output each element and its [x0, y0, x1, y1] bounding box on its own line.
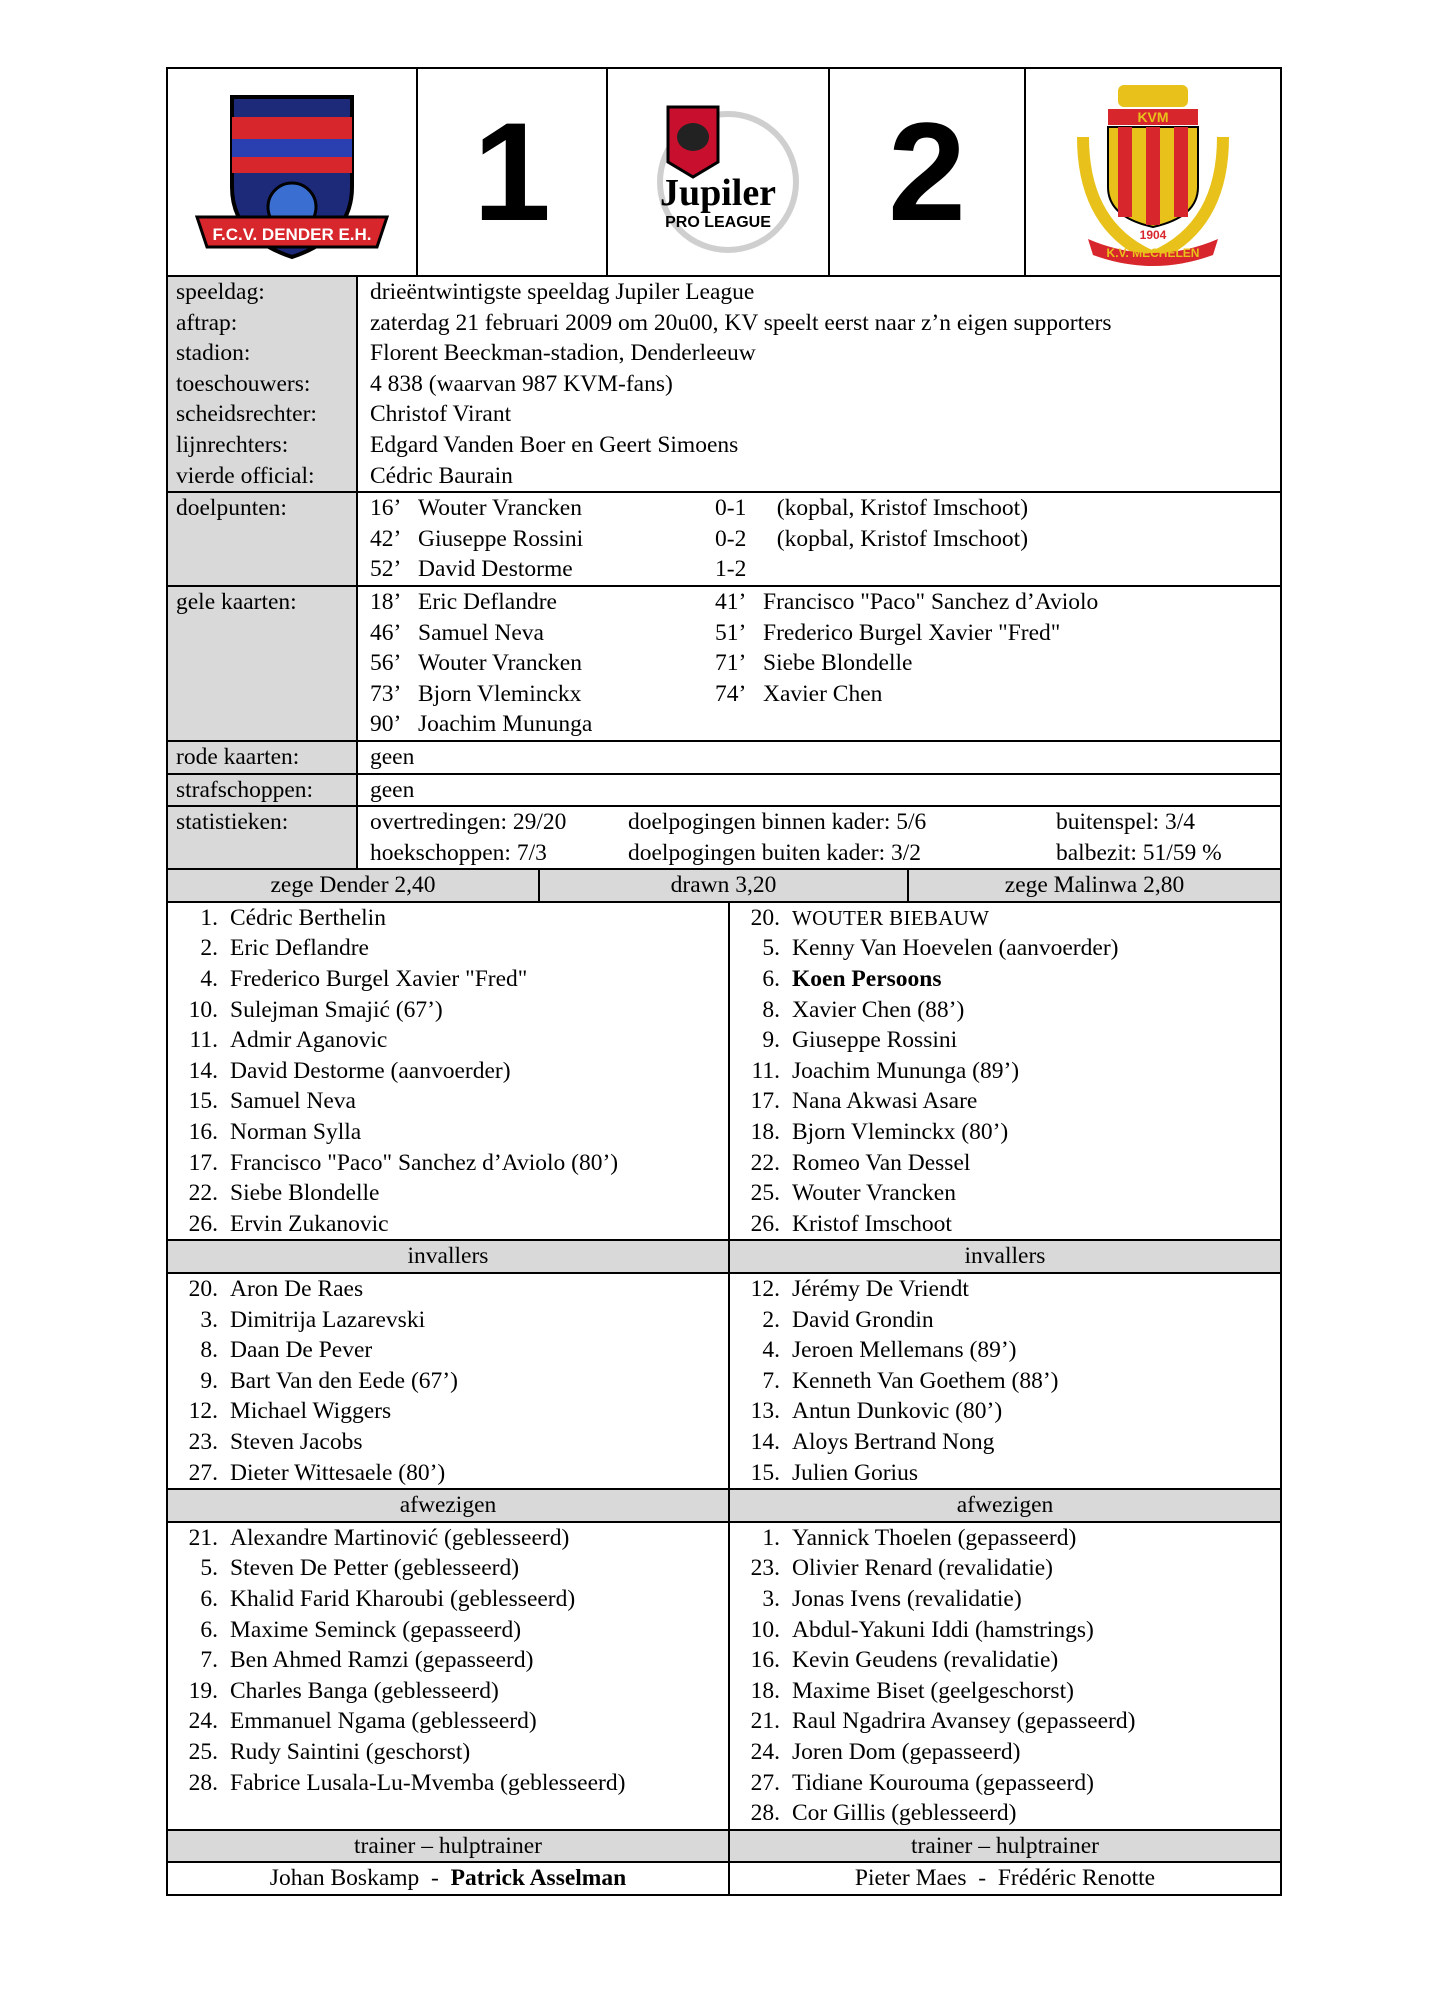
goal-minute: 16’	[370, 495, 402, 522]
list-item	[168, 1025, 728, 1056]
player-name: Michael Wiggers	[230, 1398, 392, 1425]
shirt-number: 10.	[188, 996, 218, 1023]
away-subs-heading: invallers	[964, 1243, 1046, 1270]
general-info	[168, 277, 1280, 493]
card-minute: 90’	[370, 711, 402, 738]
goal-row	[370, 554, 1280, 585]
shirt-number: 1.	[762, 1524, 780, 1551]
penalties-label: strafschoppen:	[168, 775, 358, 806]
player-name: Dimitrija Lazarevski	[230, 1306, 426, 1333]
list-item	[168, 1086, 728, 1117]
goal-detail: (kopbal, Kristof Imschoot)	[776, 495, 1029, 522]
player-name: Kenny Van Hoevelen (aanvoerder)	[792, 935, 1119, 962]
shirt-number: 6.	[200, 1585, 218, 1612]
card-minute: 41’	[715, 588, 747, 615]
info-labels	[168, 277, 358, 491]
player-name: Daan De Pever	[230, 1337, 373, 1364]
player-name: David Grondin	[792, 1306, 934, 1333]
value-aftrap: zaterdag 21 februari 2009 om 20u00, KV speelt eerst naar z’n eigen supporters	[370, 309, 1112, 336]
label-speeldag: speeldag:	[176, 279, 265, 305]
list-item	[730, 1553, 1280, 1584]
shirt-number: 21.	[188, 1524, 218, 1551]
yellow-cards-label: gele kaarten:	[168, 587, 358, 740]
dender-crest-icon	[192, 77, 392, 267]
list-item	[730, 1086, 1280, 1117]
player-name: Joachim Mununga (89’)	[792, 1057, 1020, 1084]
player-name: Charles Banga (geblesseerd)	[230, 1677, 499, 1704]
player-name: Alexandre Martinović (geblesseerd)	[230, 1524, 570, 1551]
home-absent-heading: afwezigen	[168, 1490, 730, 1521]
player-name: Ben Ahmed Ramzi (gepasseerd)	[230, 1647, 534, 1674]
player-name: Kristof Imschoot	[792, 1210, 952, 1237]
player-name: Olivier Renard (revalidatie)	[792, 1555, 1053, 1582]
away-head-coach: Pieter Maes	[854, 1865, 967, 1892]
goals-label: doelpunten:	[168, 493, 358, 585]
list-item	[730, 1117, 1280, 1148]
shirt-number: 28.	[188, 1769, 218, 1796]
list-item	[168, 964, 728, 995]
home-absent	[168, 1523, 730, 1829]
card-minute: 51’	[715, 619, 747, 646]
home-assistant-coach: Patrick Asselman	[450, 1865, 627, 1892]
list-item	[730, 1305, 1280, 1336]
absent	[168, 1523, 1280, 1831]
shirt-number: 2.	[200, 935, 218, 962]
list-item	[168, 1335, 728, 1366]
list-item	[168, 1148, 728, 1179]
card-minute: 18’	[370, 588, 402, 615]
red-cards-label: rode kaarten:	[168, 742, 358, 773]
goal-score: 1-2	[715, 556, 747, 583]
away-score-cell	[830, 69, 1026, 275]
player-name: Maxime Biset (geelgeschorst)	[792, 1677, 1074, 1704]
list-item	[730, 1209, 1280, 1240]
yellow-card-row	[370, 618, 1280, 649]
player-name: Romeo Van Dessel	[792, 1149, 971, 1176]
penalties-value: geen	[370, 776, 415, 803]
player-name: Bart Van den Eede (67’)	[230, 1367, 458, 1394]
shirt-number: 6.	[762, 966, 780, 993]
stats-label: statistieken:	[168, 807, 358, 868]
list-item	[168, 1366, 728, 1397]
player-name: Bjorn Vleminckx (80’)	[792, 1119, 1009, 1146]
away-lineup	[730, 903, 1280, 1240]
away-trainer-heading: trainer – hulptrainer	[911, 1832, 1099, 1859]
away-trainers	[730, 1863, 1280, 1894]
goal-minute: 42’	[370, 525, 402, 552]
player-name: Cédric Berthelin	[230, 904, 386, 931]
list-item	[730, 1458, 1280, 1489]
list-item	[168, 1305, 728, 1336]
label-scheidsrechter: scheidsrechter:	[176, 401, 317, 428]
home-subs	[168, 1274, 730, 1488]
list-item	[730, 1396, 1280, 1427]
shirt-number: 2.	[762, 1306, 780, 1333]
shirt-number: 3.	[200, 1306, 218, 1333]
list-item	[730, 964, 1280, 995]
list-item	[730, 1178, 1280, 1209]
list-item	[168, 1458, 728, 1489]
player-name: Jonas Ivens (revalidatie)	[792, 1585, 1022, 1612]
player-name: Koen Persoons	[792, 966, 942, 993]
player-name: Steven De Petter (geblesseerd)	[230, 1555, 520, 1582]
absent-header	[168, 1490, 1280, 1523]
player-name: Frederico Burgel Xavier "Fred"	[230, 966, 528, 993]
away-subs	[730, 1274, 1280, 1488]
trainer-separator: -	[978, 1865, 987, 1892]
red-cards-value: geen	[370, 743, 415, 770]
label-vierde-official: vierde official:	[176, 462, 315, 489]
card-minute: 46’	[370, 619, 402, 646]
stats-section	[168, 807, 1280, 870]
shirt-number: 20.	[750, 904, 780, 931]
shirt-number: 28.	[750, 1800, 780, 1827]
shirt-number: 14.	[750, 1428, 780, 1455]
red-cards-section	[168, 742, 1280, 775]
odds-home: zege Dender 2,40	[168, 870, 540, 901]
home-trainers	[168, 1863, 730, 1894]
card-player: Xavier Chen	[763, 680, 883, 707]
stat-offside: buitenspel: 3/4	[1056, 809, 1196, 836]
shirt-number: 14.	[188, 1057, 218, 1084]
value-vierde-official: Cédric Baurain	[370, 462, 513, 489]
player-name: Sulejman Smajić (67’)	[230, 996, 443, 1023]
shirt-number: 15.	[750, 1459, 780, 1486]
shirt-number: 25.	[750, 1180, 780, 1207]
list-item	[168, 1117, 728, 1148]
list-item	[168, 1209, 728, 1240]
shirt-number: 8.	[762, 996, 780, 1023]
shirt-number: 16.	[750, 1647, 780, 1674]
player-name: Kevin Geudens (revalidatie)	[792, 1647, 1059, 1674]
list-item	[168, 1706, 728, 1737]
goal-player: Wouter Vrancken	[418, 495, 582, 522]
card-player: Bjorn Vleminckx	[418, 680, 582, 707]
list-item	[168, 1737, 728, 1768]
shirt-number: 18.	[750, 1119, 780, 1146]
player-name: Kenneth Van Goethem (88’)	[792, 1367, 1059, 1394]
shirt-number: 26.	[188, 1210, 218, 1237]
player-name: Jérémy De Vriendt	[792, 1276, 969, 1302]
odds-away: zege Malinwa 2,80	[1004, 872, 1185, 899]
goal-player: Giuseppe Rossini	[418, 525, 584, 552]
stat-corners: hoekschoppen: 7/3	[370, 839, 547, 866]
lineups	[168, 903, 1280, 1242]
list-item	[730, 903, 1280, 934]
yellow-card-row	[370, 709, 1280, 740]
player-name: Rudy Saintini (geschorst)	[230, 1738, 471, 1765]
card-player: Eric Deflandre	[418, 588, 557, 615]
shirt-number: 19.	[188, 1677, 218, 1704]
trainer-header	[168, 1831, 1280, 1864]
score-header	[168, 69, 1280, 277]
shirt-number: 26.	[750, 1210, 780, 1237]
shirt-number: 8.	[200, 1337, 218, 1364]
player-name: Cor Gillis (geblesseerd)	[792, 1800, 1017, 1827]
kv-mechelen-crest-icon	[1063, 77, 1243, 267]
list-item	[730, 1584, 1280, 1615]
player-name: Ervin Zukanovic	[230, 1210, 389, 1237]
player-name: Giuseppe Rossini	[792, 1027, 958, 1054]
player-name: Francisco "Paco" Sanchez d’Aviolo (80’)	[230, 1149, 619, 1176]
player-name: Steven Jacobs	[230, 1428, 363, 1455]
stat-fouls: overtredingen: 29/20	[370, 809, 567, 836]
shirt-number: 16.	[188, 1119, 218, 1146]
penalties-section	[168, 775, 1280, 808]
list-item	[168, 1427, 728, 1458]
shirt-number: 9.	[762, 1027, 780, 1054]
label-aftrap: aftrap:	[176, 309, 238, 336]
home-score: 1	[473, 93, 551, 250]
goal-player: David Destorme	[418, 556, 573, 583]
list-item	[168, 1178, 728, 1209]
shirt-number: 15.	[188, 1088, 218, 1115]
subs-header	[168, 1241, 1280, 1274]
shirt-number: 7.	[200, 1647, 218, 1674]
list-item	[730, 1274, 1280, 1305]
shirt-number: 22.	[750, 1149, 780, 1176]
list-item	[730, 1056, 1280, 1087]
stat-on-target: doelpogingen binnen kader: 5/6	[628, 809, 927, 836]
home-trainer-heading: trainer – hulptrainer	[168, 1831, 730, 1862]
card-minute: 56’	[370, 650, 402, 677]
shirt-number: 12.	[188, 1398, 218, 1425]
stat-off-target: doelpogingen buiten kader: 3/2	[628, 839, 922, 866]
player-name: Abdul-Yakuni Iddi (hamstrings)	[792, 1616, 1094, 1643]
player-name: Aron De Raes	[230, 1276, 364, 1302]
match-sheet	[166, 67, 1282, 1896]
yellow-cards-list	[358, 587, 1280, 740]
shirt-number: 23.	[750, 1555, 780, 1582]
list-item	[730, 1366, 1280, 1397]
list-item	[168, 1615, 728, 1646]
shirt-number: 25.	[188, 1738, 218, 1765]
shirt-number: 5.	[762, 935, 780, 962]
kvm-letters: KVM	[1137, 109, 1169, 125]
card-player: Samuel Neva	[418, 619, 544, 646]
player-name: Maxime Seminck (gepasseerd)	[230, 1616, 522, 1643]
shirt-number: 27.	[750, 1769, 780, 1796]
home-score-cell	[418, 69, 608, 275]
list-item	[168, 903, 728, 934]
kvm-year: 1904	[1139, 228, 1167, 242]
card-player: Frederico Burgel Xavier "Fred"	[763, 619, 1061, 646]
list-item	[730, 1025, 1280, 1056]
player-name: Xavier Chen (88’)	[792, 996, 965, 1023]
shirt-number: 17.	[750, 1088, 780, 1115]
shirt-number: 7.	[762, 1367, 780, 1394]
list-item	[168, 1553, 728, 1584]
player-name: Khalid Farid Kharoubi (geblesseerd)	[230, 1585, 576, 1612]
label-lijnrechters: lijnrechters:	[176, 431, 289, 458]
player-name: Joren Dom (gepasseerd)	[792, 1738, 1021, 1765]
card-minute: 74’	[715, 680, 747, 707]
home-subs-heading: invallers	[168, 1241, 730, 1272]
list-item	[730, 1676, 1280, 1707]
shirt-number: 12.	[750, 1276, 780, 1302]
yellow-card-row	[370, 648, 1280, 679]
list-item	[168, 1396, 728, 1427]
shirt-number: 20.	[188, 1276, 218, 1302]
list-item	[730, 1706, 1280, 1737]
list-item	[168, 1274, 728, 1305]
card-minute: 71’	[715, 650, 747, 677]
list-item	[168, 1584, 728, 1615]
list-item	[168, 1768, 728, 1799]
list-item	[730, 1798, 1280, 1829]
player-name: Julien Gorius	[792, 1459, 918, 1486]
list-item	[168, 933, 728, 964]
player-name: Tidiane Kourouma (gepasseerd)	[792, 1769, 1094, 1796]
list-item	[730, 1523, 1280, 1554]
shirt-number: 21.	[750, 1708, 780, 1735]
list-item	[730, 1427, 1280, 1458]
goal-minute: 52’	[370, 556, 402, 583]
list-item	[730, 1148, 1280, 1179]
player-name: Wouter Vrancken	[792, 1180, 956, 1207]
list-item	[730, 995, 1280, 1026]
trainer-separator: -	[431, 1865, 439, 1892]
player-name: Antun Dunkovic (80’)	[792, 1398, 1003, 1425]
stats-values	[358, 807, 1280, 868]
goal-score: 0-1	[715, 495, 747, 522]
card-player: Siebe Blondelle	[763, 650, 913, 677]
list-item	[168, 1676, 728, 1707]
shirt-number: 22.	[188, 1180, 218, 1207]
shirt-number: 4.	[200, 966, 218, 993]
shirt-number: 27.	[188, 1459, 218, 1486]
shirt-number: 13.	[750, 1398, 780, 1425]
list-item	[730, 1737, 1280, 1768]
shirt-number: 10.	[750, 1616, 780, 1643]
trainers	[168, 1863, 1280, 1894]
value-speeldag: drieëntwintigste speeldag Jupiler League	[370, 279, 755, 305]
home-head-coach: Johan Boskamp	[269, 1865, 420, 1892]
shirt-number: 4.	[762, 1337, 780, 1364]
player-name: Jeroen Mellemans (89’)	[792, 1337, 1017, 1364]
value-toeschouwers: 4 838 (waarvan 987 KVM-fans)	[370, 370, 673, 397]
value-scheidsrechter: Christof Virant	[370, 401, 512, 428]
shirt-number: 24.	[188, 1708, 218, 1735]
card-player: Wouter Vrancken	[418, 650, 582, 677]
goals-list	[358, 493, 1280, 585]
subs	[168, 1274, 1280, 1490]
dender-crest-text: F.C.V. DENDER E.H.	[212, 225, 372, 244]
away-absent-heading: afwezigen	[956, 1492, 1054, 1519]
list-item	[730, 1335, 1280, 1366]
player-name: Samuel Neva	[230, 1088, 356, 1115]
list-item	[168, 1645, 728, 1676]
label-stadion: stadion:	[176, 340, 251, 367]
away-absent	[730, 1523, 1280, 1829]
shirt-number: 1.	[200, 904, 218, 931]
player-name: Norman Sylla	[230, 1119, 362, 1146]
list-item	[730, 1645, 1280, 1676]
away-logo-cell	[1026, 69, 1280, 275]
kvm-banner-text: K.V. MECHELEN	[1106, 246, 1200, 260]
shirt-number: 11.	[751, 1057, 780, 1084]
goal-score: 0-2	[715, 525, 747, 552]
value-stadion: Florent Beeckman-stadion, Denderleeuw	[370, 340, 756, 367]
shirt-number: 11.	[189, 1027, 218, 1054]
player-name: Emmanuel Ngama (geblesseerd)	[230, 1708, 537, 1735]
goals-section	[168, 493, 1280, 587]
odds-row	[168, 870, 1280, 903]
yellow-card-row	[370, 679, 1280, 710]
goal-detail: (kopbal, Kristof Imschoot)	[776, 525, 1029, 552]
player-name: Nana Akwasi Asare	[792, 1088, 978, 1115]
list-item	[730, 1768, 1280, 1799]
list-item	[168, 995, 728, 1026]
shirt-number: 17.	[188, 1149, 218, 1176]
value-lijnrechters: Edgard Vanden Boer en Geert Simoens	[370, 431, 739, 458]
label-toeschouwers: toeschouwers:	[176, 370, 311, 397]
pro-league-wordmark: PRO LEAGUE	[665, 214, 771, 231]
shirt-number: 3.	[762, 1585, 780, 1612]
shirt-number: 6.	[200, 1616, 218, 1643]
yellow-card-row	[370, 587, 1280, 618]
shirt-number: 5.	[200, 1555, 218, 1582]
away-score: 2	[888, 93, 966, 250]
player-name: Raul Ngadrira Avansey (gepasseerd)	[792, 1708, 1136, 1735]
player-name: David Destorme (aanvoerder)	[230, 1057, 511, 1084]
goal-row	[370, 524, 1280, 555]
away-assistant-coach: Frédéric Renotte	[997, 1865, 1156, 1892]
player-name: Siebe Blondelle	[230, 1180, 380, 1207]
shirt-number: 9.	[200, 1367, 218, 1394]
player-name: Fabrice Lusala-Lu-Mvemba (geblesseerd)	[230, 1769, 626, 1796]
player-name: Yannick Thoelen (gepasseerd)	[792, 1524, 1077, 1551]
card-player: Joachim Mununga	[418, 711, 593, 738]
shirt-number: 18.	[750, 1677, 780, 1704]
home-logo-cell	[168, 69, 418, 275]
player-name: Eric Deflandre	[230, 935, 369, 962]
card-minute: 73’	[370, 680, 402, 707]
home-lineup	[168, 903, 730, 1240]
list-item	[730, 933, 1280, 964]
league-logo-cell	[608, 69, 830, 275]
shirt-number: 24.	[750, 1738, 780, 1765]
player-name: WOUTER BIEBAUW	[792, 905, 990, 930]
list-item	[168, 1056, 728, 1087]
info-values	[358, 277, 1280, 491]
goal-row	[370, 493, 1280, 524]
jupiler-wordmark: Jupiler	[659, 172, 777, 214]
player-name: Aloys Bertrand Nong	[792, 1428, 995, 1455]
player-name: Dieter Wittesaele (80’)	[230, 1459, 446, 1486]
odds-draw: drawn 3,20	[540, 870, 909, 901]
card-player: Francisco "Paco" Sanchez d’Aviolo	[763, 588, 1099, 615]
stat-possession: balbezit: 51/59 %	[1056, 839, 1222, 866]
list-item	[168, 1523, 728, 1554]
player-name: Admir Aganovic	[230, 1027, 388, 1054]
jupiler-pro-league-logo-icon	[628, 87, 808, 257]
shirt-number: 23.	[188, 1428, 218, 1455]
yellow-cards-section	[168, 587, 1280, 742]
list-item	[730, 1615, 1280, 1646]
